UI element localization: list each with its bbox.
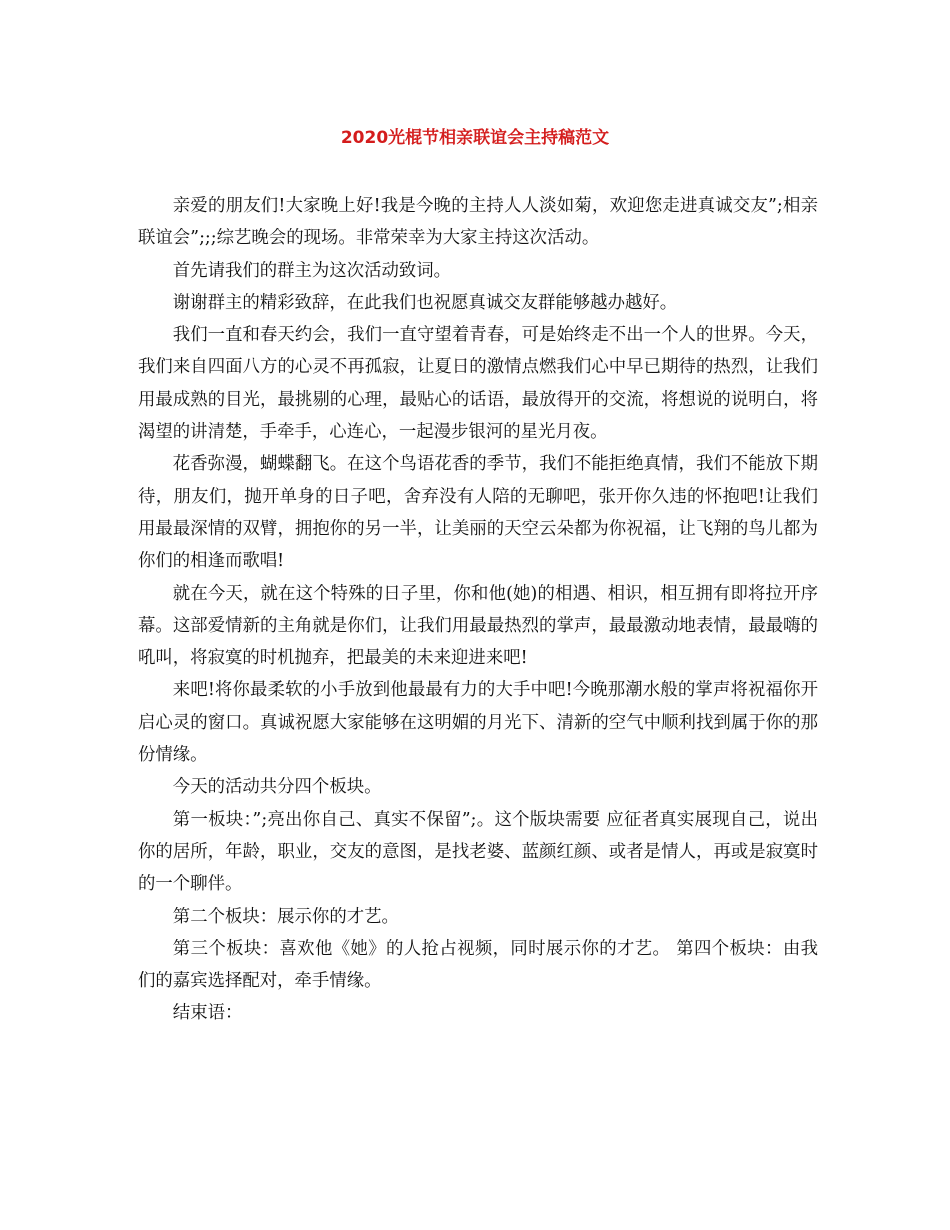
paragraph: 结束语： [172, 1003, 243, 1024]
paragraph: 第一板块：”;亮出你自己、真实不保留”;。这个版块需要 应征者真实展现自己，说出你的居所，年龄，职业，交友的意图，是找老婆、蓝颜红颜、或者是情人，再或是寂寞时的一个聊伴。 [138, 809, 818, 895]
paragraph: 第三个板块：喜欢他《她》的人抢占视频，同时展示你的才艺。 第四个板块：由我们的嘉宾选择配对，牵手情缘。 [138, 938, 818, 992]
document-body [138, 190, 818, 1030]
paragraph: 亲爱的朋友们!大家晚上好!我是今晚的主持人人淡如菊，欢迎您走进真诚交友”;相亲联谊会”;;;综艺晚会的现场。非常荣幸为大家主持这次活动。 [138, 196, 818, 249]
paragraph: 首先请我们的群主为这次活动致词。 [172, 260, 452, 281]
paragraph: 花香弥漫，蝴蝶翻飞。在这个鸟语花香的季节，我们不能拒绝真情，我们不能放下期待，朋友们，抛开单身的日子吧，舍弃没有人陪的无聊吧，张开你久违的怀抱吧!让我们用最最深情的双臂，拥抱你的另一半，让美丽的天空云朵都为你祝福，让飞翔的鸟儿都为你们的相逢而歌唱! [138, 454, 818, 572]
document-title: 2020光棍节相亲联谊会主持稿范文 [340, 128, 610, 148]
paragraph: 第二个板块：展示你的才艺。 [172, 906, 399, 927]
paragraph: 就在今天，就在这个特殊的日子里，你和他(她)的相遇、相识，相互拥有即将拉开序幕。这部爱情新的主角就是你们，让我们用最最热烈的掌声，最最激动地表情，最最嗨的吼叫，将寂寞的时机抛弃，把最美的未来迎进来吧! [138, 583, 818, 669]
paragraph: 谢谢群主的精彩致辞，在此我们也祝愿真诚交友群能够越办越好。 [172, 292, 678, 313]
paragraph: 我们一直和春天约会，我们一直守望着青春，可是始终走不出一个人的世界。今天，我们来自四面八方的心灵不再孤寂，让夏日的激情点燃我们心中早已期待的热烈，让我们用最成熟的目光，最挑剔的心理，最贴心的话语，最放得开的交流，将想说的说明白，将渴望的讲清楚，手牵手，心连心，一起漫步银河的星光月夜。 [138, 325, 818, 443]
paragraph: 今天的活动共分四个板块。 [172, 777, 382, 798]
paragraph: 来吧!将你最柔软的小手放到他最最有力的大手中吧!今晚那潮水般的掌声将祝福你开启心灵的窗口。真诚祝愿大家能够在这明媚的月光下、清新的空气中顺利找到属于你的那份情缘。 [138, 680, 818, 766]
